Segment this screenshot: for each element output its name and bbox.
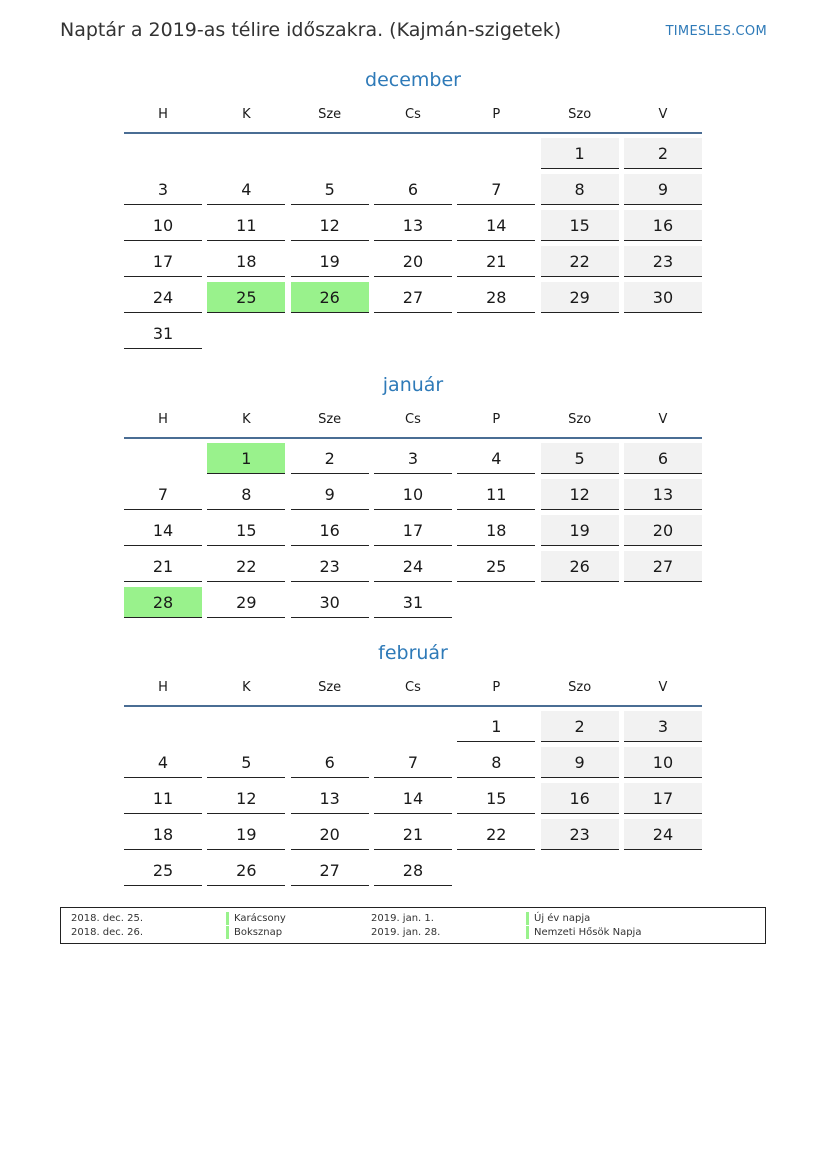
weekday-header: [124, 407, 702, 439]
legend-date: 2019. jan. 1.: [371, 913, 434, 924]
empty-cell: [541, 587, 619, 618]
weekday-label: K: [242, 412, 251, 427]
day-cell: 10: [124, 210, 202, 241]
day-cell: 31: [124, 318, 202, 349]
empty-cell: [124, 443, 202, 474]
weekday-label: P: [492, 412, 501, 427]
day-cell: 27: [291, 855, 369, 886]
week-row: [124, 314, 702, 350]
day-cell: 12: [291, 210, 369, 241]
day-cell: 29: [207, 587, 285, 618]
day-cell: 21: [457, 246, 535, 277]
day-cell: 8: [541, 174, 619, 205]
weekday-header: [124, 675, 702, 707]
day-cell: 12: [207, 783, 285, 814]
day-cell: 6: [624, 443, 702, 474]
day-cell: 26: [541, 551, 619, 582]
day-cell: 9: [291, 479, 369, 510]
legend-date: 2018. dec. 25.: [71, 913, 144, 924]
day-cell: 3: [374, 443, 452, 474]
day-cell: 1: [457, 711, 535, 742]
day-cell: 7: [374, 747, 452, 778]
day-cell: 7: [457, 174, 535, 205]
day-cell: 2: [291, 443, 369, 474]
weekday-label: V: [658, 680, 668, 695]
empty-cell: [374, 711, 452, 742]
day-cell: 4: [457, 443, 535, 474]
day-cell: 29: [541, 282, 619, 313]
day-cell: 19: [291, 246, 369, 277]
day-cell: 3: [124, 174, 202, 205]
day-cell: 28: [124, 587, 202, 618]
empty-cell: [207, 318, 285, 349]
day-cell: 9: [541, 747, 619, 778]
day-cell: 14: [124, 515, 202, 546]
day-cell: 11: [124, 783, 202, 814]
holiday-legend: [60, 907, 766, 944]
week-row: [124, 278, 702, 314]
week-row: [124, 134, 702, 170]
week-row: [124, 547, 702, 583]
day-cell: 5: [541, 443, 619, 474]
weekday-label: Sze: [318, 107, 342, 122]
day-cell: 2: [541, 711, 619, 742]
empty-cell: [457, 855, 535, 886]
weekday-label: V: [658, 412, 668, 427]
weekday-label: Szo: [568, 680, 592, 695]
brand-logo[interactable]: TIMESLES.COM: [665, 24, 767, 39]
day-cell: 24: [374, 551, 452, 582]
day-cell: 18: [124, 819, 202, 850]
day-cell: 18: [207, 246, 285, 277]
day-cell: 26: [291, 282, 369, 313]
weekday-header: [124, 102, 702, 134]
month-2: [124, 639, 702, 887]
month-0: [124, 66, 702, 350]
weekday-label: H: [158, 412, 168, 427]
week-row: [124, 779, 702, 815]
page-title: Naptár a 2019-as télire időszakra. (Kajmán-szigetek): [60, 19, 562, 41]
legend-date: 2018. dec. 26.: [71, 927, 144, 938]
day-cell: 23: [291, 551, 369, 582]
day-cell: 25: [457, 551, 535, 582]
week-row: [124, 511, 702, 547]
day-cell: 4: [207, 174, 285, 205]
day-cell: 13: [291, 783, 369, 814]
weekday-label: Cs: [405, 107, 421, 122]
weekday-label: H: [158, 680, 168, 695]
empty-cell: [124, 138, 202, 169]
day-cell: 23: [541, 819, 619, 850]
legend-holiday-name: Nemzeti Hősök Napja: [526, 926, 641, 939]
day-cell: 19: [541, 515, 619, 546]
day-cell: 14: [374, 783, 452, 814]
day-cell: 30: [624, 282, 702, 313]
day-cell: 25: [207, 282, 285, 313]
day-cell: 3: [624, 711, 702, 742]
empty-cell: [541, 855, 619, 886]
weekday-label: H: [158, 107, 168, 122]
empty-cell: [124, 711, 202, 742]
week-row: [124, 851, 702, 887]
day-cell: 16: [291, 515, 369, 546]
week-row: [124, 242, 702, 278]
day-cell: 13: [374, 210, 452, 241]
day-cell: 24: [124, 282, 202, 313]
day-cell: 25: [124, 855, 202, 886]
empty-cell: [624, 587, 702, 618]
day-cell: 30: [291, 587, 369, 618]
day-cell: 8: [207, 479, 285, 510]
day-cell: 21: [374, 819, 452, 850]
month-name: december: [365, 69, 461, 91]
day-cell: 10: [374, 479, 452, 510]
day-cell: 6: [374, 174, 452, 205]
weekday-label: Sze: [318, 680, 342, 695]
day-cell: 28: [374, 855, 452, 886]
day-cell: 24: [624, 819, 702, 850]
weekday-label: P: [492, 107, 501, 122]
month-name: január: [382, 374, 444, 396]
day-cell: 21: [124, 551, 202, 582]
weekday-label: K: [242, 680, 251, 695]
week-row: [124, 206, 702, 242]
day-cell: 10: [624, 747, 702, 778]
weekday-label: P: [492, 680, 501, 695]
day-cell: 12: [541, 479, 619, 510]
week-row: [124, 815, 702, 851]
empty-cell: [374, 318, 452, 349]
weekday-label: Sze: [318, 412, 342, 427]
day-cell: 17: [124, 246, 202, 277]
week-row: [124, 707, 702, 743]
weekday-label: K: [242, 107, 251, 122]
weekday-label: Szo: [568, 412, 592, 427]
week-row: [124, 583, 702, 619]
day-cell: 20: [291, 819, 369, 850]
empty-cell: [624, 318, 702, 349]
day-cell: 14: [457, 210, 535, 241]
week-row: [124, 439, 702, 475]
month-1: [124, 371, 702, 619]
empty-cell: [291, 711, 369, 742]
day-cell: 11: [457, 479, 535, 510]
legend-holiday-name: Karácsony: [226, 912, 286, 925]
day-cell: 15: [457, 783, 535, 814]
day-cell: 2: [624, 138, 702, 169]
empty-cell: [291, 138, 369, 169]
weekday-label: Szo: [568, 107, 592, 122]
legend-holiday-name: Boksznap: [226, 926, 282, 939]
day-cell: 13: [624, 479, 702, 510]
day-cell: 31: [374, 587, 452, 618]
day-cell: 11: [207, 210, 285, 241]
day-cell: 8: [457, 747, 535, 778]
day-cell: 7: [124, 479, 202, 510]
empty-cell: [457, 318, 535, 349]
day-cell: 5: [207, 747, 285, 778]
day-cell: 15: [541, 210, 619, 241]
day-cell: 27: [374, 282, 452, 313]
day-cell: 20: [374, 246, 452, 277]
empty-cell: [207, 138, 285, 169]
day-cell: 28: [457, 282, 535, 313]
day-cell: 19: [207, 819, 285, 850]
day-cell: 9: [624, 174, 702, 205]
day-cell: 4: [124, 747, 202, 778]
day-cell: 5: [291, 174, 369, 205]
empty-cell: [291, 318, 369, 349]
weekday-label: Cs: [405, 680, 421, 695]
day-cell: 18: [457, 515, 535, 546]
day-cell: 17: [624, 783, 702, 814]
empty-cell: [541, 318, 619, 349]
weekday-label: Cs: [405, 412, 421, 427]
week-row: [124, 743, 702, 779]
week-row: [124, 170, 702, 206]
day-cell: 22: [457, 819, 535, 850]
legend-holiday-name: Új év napja: [526, 912, 590, 925]
day-cell: 6: [291, 747, 369, 778]
day-cell: 20: [624, 515, 702, 546]
empty-cell: [624, 855, 702, 886]
day-cell: 16: [541, 783, 619, 814]
day-cell: 27: [624, 551, 702, 582]
day-cell: 1: [541, 138, 619, 169]
month-name: február: [378, 642, 448, 664]
weekday-label: V: [658, 107, 668, 122]
empty-cell: [457, 138, 535, 169]
day-cell: 17: [374, 515, 452, 546]
day-cell: 15: [207, 515, 285, 546]
empty-cell: [207, 711, 285, 742]
day-cell: 23: [624, 246, 702, 277]
day-cell: 16: [624, 210, 702, 241]
empty-cell: [374, 138, 452, 169]
day-cell: 22: [207, 551, 285, 582]
week-row: [124, 475, 702, 511]
legend-date: 2019. jan. 28.: [371, 927, 441, 938]
day-cell: 22: [541, 246, 619, 277]
day-cell: 1: [207, 443, 285, 474]
day-cell: 26: [207, 855, 285, 886]
empty-cell: [457, 587, 535, 618]
